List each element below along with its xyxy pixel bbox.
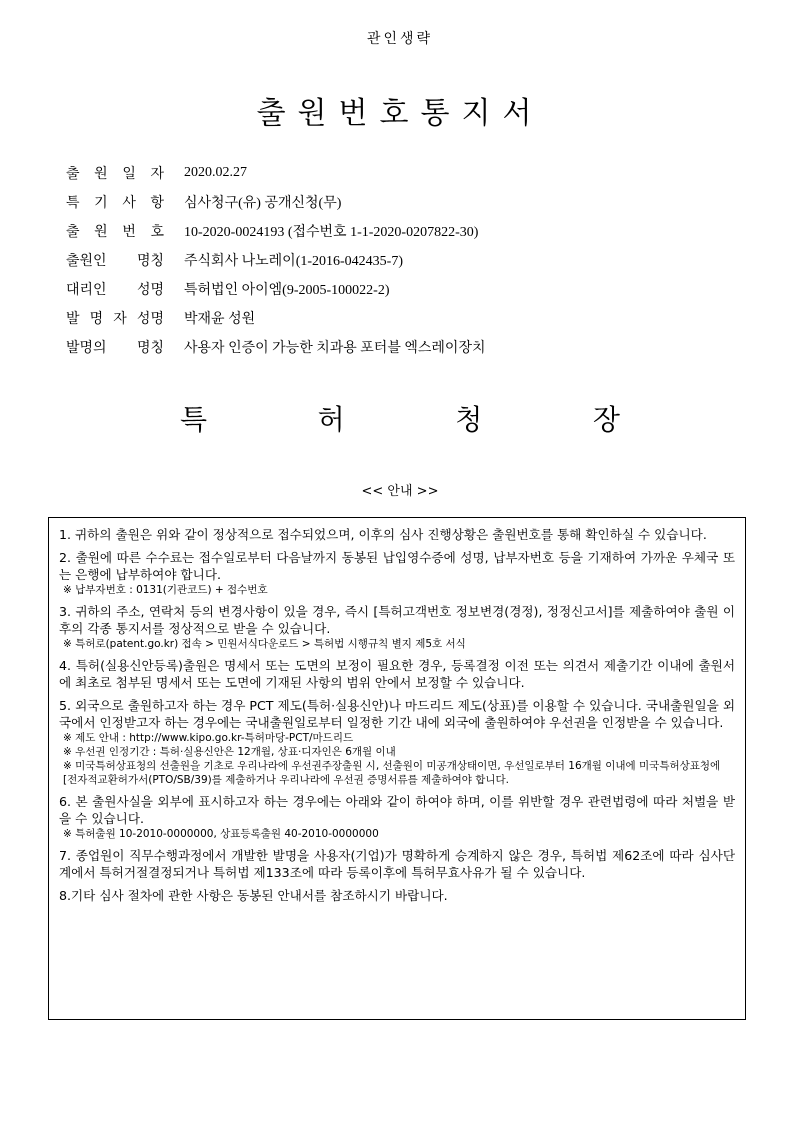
notice-item-text: 2. 출원에 따른 수수료는 접수일로부터 다음날까지 동봉된 납입영수증에 성명, 납부자번호 등을 기재하여 가까운 우체국 또는 은행에 납부하여야 합니다. — [59, 550, 735, 582]
issuer-char: 허 — [317, 403, 345, 436]
notice-subnote: ※ 우선권 인정기간 : 특허·실용신안은 12개월, 상표·디자인은 6개월 이내 — [63, 746, 396, 758]
seal-omitted-note: 관인생략 — [366, 31, 434, 47]
info-value-application-number: 10-2020-0024193 (접수번호 1-1-2020-0207822-30) — [184, 224, 479, 240]
issuer-char: 특 — [180, 403, 208, 436]
issuer-kipo-commissioner — [180, 398, 620, 438]
notice-item-text: 8.기타 심사 절차에 관한 사항은 동봉된 안내서를 참조하시기 바랍니다. — [59, 888, 448, 903]
notice-item-text: 3. 귀하의 주소, 연락처 등의 변경사항이 있을 경우, 즉시 [특허고객번호 정보변경(경정), 정정신고서]를 제출하여야 출원 이후의 각종 통지서를 정상적으로 받을 수 있습니다. — [59, 604, 735, 636]
issuer-char: 청 — [455, 403, 483, 436]
notice-subnote: ※ 납부자번호 : 0131(기관코드) + 접수번호 — [63, 584, 268, 596]
notice-item — [59, 526, 735, 543]
info-value-remarks: 심사청구(유) 공개신청(무) — [184, 195, 342, 211]
info-row — [66, 216, 486, 245]
notice-item-text: 6. 본 출원사실을 외부에 표시하고자 하는 경우에는 아래와 같이 하여야 하며, 이를 위반할 경우 관련법령에 따라 처벌을 받을 수 있습니다. — [59, 794, 735, 826]
issuer-char: 장 — [592, 403, 620, 436]
info-row — [66, 332, 486, 361]
notice-subnote: ※ 특허로(patent.go.kr) 접속 > 민원서식다운로드 > 특허법 시행규칙 별지 제5호 서식 — [63, 638, 466, 650]
info-value-applicant: 주식회사 나노레이(1-2016-042435-7) — [184, 253, 404, 269]
info-row — [66, 303, 486, 332]
info-row — [66, 187, 486, 216]
notice-subnote: ※ 미국특허상표청의 선출원을 기초로 우리나라에 우선권주장출원 시, 선출원이 미공개상태이면, 우선일로부터 16개월 이내에 미국특허상표청에 [전자적교환허가서(PTO/SB/39)를 제출하거나 우리나라에 우선권 증명서류를 제출하여야 합니다. — [63, 760, 721, 786]
notice-subnote: ※ 제도 안내 : http://www.kipo.go.kr-특허마당-PCT/마드리드 — [63, 732, 354, 744]
document-title: 출원번호통지서 — [256, 96, 544, 131]
info-label-remarks: 특 기 사 항 — [66, 194, 164, 211]
notice-item-text: 7. 종업원이 직무수행과정에서 개발한 발명을 사용자(기업)가 명확하게 승계하지 않은 경우, 특허법 제62조에 따라 심사단계에서 특허거절결정되거나 특허법 제133조에 따라 등록이후에 특허무효사유가 될 수 있습니다. — [59, 848, 735, 880]
application-info — [66, 158, 486, 361]
notice-item — [59, 887, 735, 904]
notice-item — [59, 847, 735, 881]
info-label-inventor: 발 명 자 성명 — [66, 310, 164, 327]
info-label-application-number: 출 원 번 호 — [66, 223, 164, 240]
info-label-invention-title: 발명의 명칭 — [66, 339, 164, 356]
notice-item-text: 5. 외국으로 출원하고자 하는 경우 PCT 제도(특허·실용신안)나 마드리드 제도(상표)를 이용할 수 있습니다. 국내출원일을 외국에서 인정받고자 하는 경우에는 국내출원일로부터 일정한 기간 내에 외국에 출원하여야 우선권을 인정받을 수 있습니다. — [59, 698, 735, 730]
info-row — [66, 274, 486, 303]
info-label-agent: 대리인 성명 — [66, 281, 164, 298]
info-value-filing-date: 2020.02.27 — [184, 164, 247, 180]
info-value-invention-title: 사용자 인증이 가능한 치과용 포터블 엑스레이장치 — [184, 340, 486, 356]
notice-box — [48, 517, 746, 1020]
notice-item — [59, 657, 735, 691]
info-row — [66, 245, 486, 274]
notice-subnote: ※ 특허출원 10-2010-0000000, 상표등록출원 40-2010-0000000 — [63, 828, 379, 840]
info-value-agent: 특허법인 아이엠(9-2005-100022-2) — [184, 282, 390, 298]
notice-item-text: 1. 귀하의 출원은 위와 같이 정상적으로 접수되었으며, 이후의 심사 진행상황은 출원번호를 통해 확인하실 수 있습니다. — [59, 527, 707, 542]
info-value-inventor: 박재윤 성원 — [184, 311, 256, 327]
info-label-filing-date: 출 원 일 자 — [66, 165, 164, 182]
notice-item — [59, 793, 735, 841]
guide-heading: << 안내 >> — [361, 484, 439, 499]
notice-item-text: 4. 특허(실용신안등록)출원은 명세서 또는 도면의 보정이 필요한 경우, 등록결정 이전 또는 의견서 제출기간 이내에 출원서에 최초로 첨부된 명세서 또는 도면에 기재된 사항의 범위 안에서 보정할 수 있습니다. — [59, 658, 735, 690]
notice-item — [59, 697, 735, 787]
info-row — [66, 158, 486, 187]
notice-item — [59, 549, 735, 597]
notice-item — [59, 603, 735, 651]
info-label-applicant: 출원인 명칭 — [66, 252, 164, 269]
